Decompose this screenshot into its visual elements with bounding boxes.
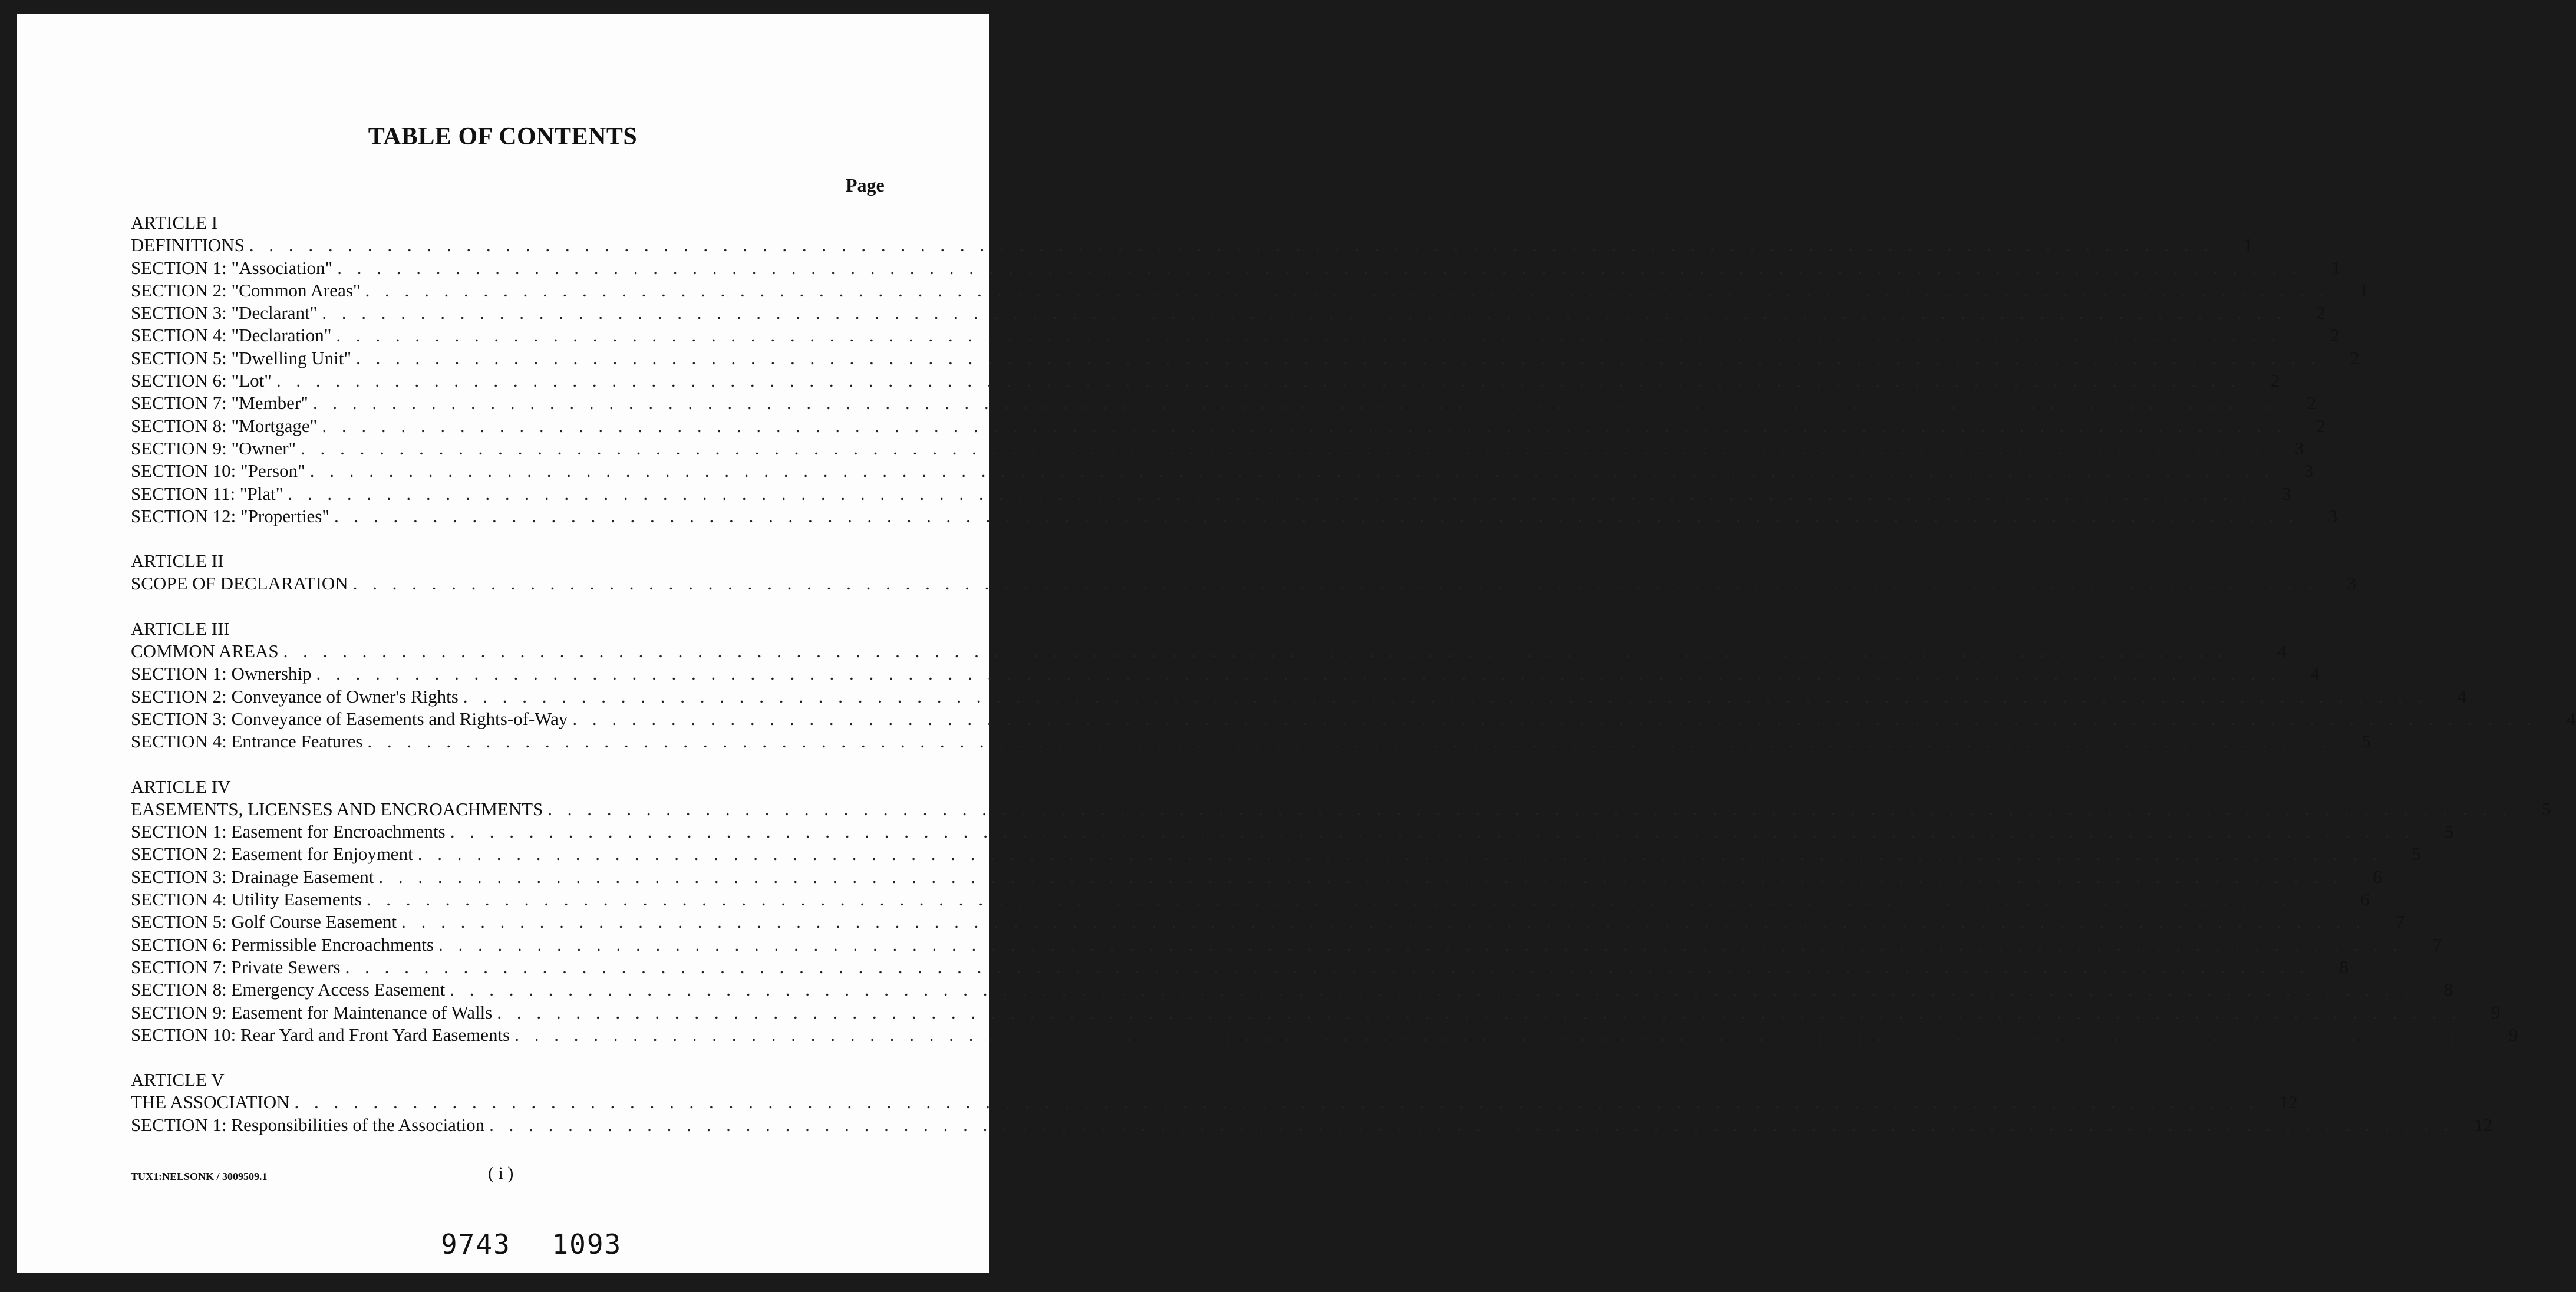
toc-entry-label: SECTION 1: "Association" xyxy=(131,257,333,278)
toc-entry-page: 3 xyxy=(2328,505,2338,526)
toc-entry-label: THE ASSOCIATION xyxy=(131,1092,290,1113)
toc-entry-label: SECTION 6: Permissible Encroachments xyxy=(131,934,434,955)
toc-entry xyxy=(131,956,2349,979)
toc-entry xyxy=(131,889,2370,911)
toc-entry-label: SECTION 4: "Declaration" xyxy=(131,325,332,346)
dot-leader: . . . . . . . . . . . . . . . . . . . . . . . . . . . . . . . . . . . . . . . . . . . . . . . . . . . . . . . . . . . . . . . . . . . . . . . . . . . . . . . . . . . . . . . . . . . . . . . . . . . . xyxy=(283,641,2248,662)
toc-entry-page: 3 xyxy=(2304,460,2313,482)
toc-entry-label: SECTION 12: "Properties" xyxy=(131,505,330,526)
toc-entry-label: SECTION 4: Entrance Features xyxy=(131,731,363,752)
dot-leader: . . . . . . . . . . . . . . . . . . . . . . . . . . . . . . . . . . . . . . . . . . . . . . . . . . . . . . . . . . . . . . . . . . . . . . . . . . . . . . . . . . . . . . . . . . . . . . . . . . . . xyxy=(288,483,2252,504)
dot-leader: . . . . . . . . . . . . . . . . . . . . . . . . . . . . . . . . . . . . . . . . . . . . . . . . . . . . . . . . . . . . . . . . . . . . . . . . . . . . . . . . . . . . . . . . . . . . . . . . . . . . xyxy=(572,708,2537,729)
toc-entry-page: 1 xyxy=(2359,279,2369,301)
toc-entry-label: SECTION 5: "Dwelling Unit" xyxy=(131,347,352,368)
toc-entry-page: 8 xyxy=(2443,979,2453,1000)
toc-entry xyxy=(131,257,2341,280)
toc-entry-page: 4 xyxy=(2277,641,2287,662)
toc-entry-page: 6 xyxy=(2360,889,2370,910)
toc-entry-label: SECTION 8: "Mortgage" xyxy=(131,415,318,436)
toc-entry-label: SECTION 7: Private Sewers xyxy=(131,956,341,977)
article-block xyxy=(131,1069,2493,1137)
toc-entry-label: EASEMENTS, LICENSES AND ENCROACHMENTS xyxy=(131,798,543,819)
toc-entry-page: 12 xyxy=(2279,1092,2298,1113)
toc-entry-page: 3 xyxy=(2347,573,2356,594)
toc-entry-page: 7 xyxy=(2395,911,2405,932)
toc-entry-label: SECTION 3: Drainage Easement xyxy=(131,866,374,887)
toc-entry-page: 2 xyxy=(2270,370,2280,391)
dot-leader: . . . . . . . . . . . . . . . . . . . . . . . . . . . . . . . . . . . . . . . . . . . . . . . . . . . . . . . . . . . . . . . . . . . . . . . . . . . . . . . . . . . . . . . . . . . . . . . . . . . . xyxy=(249,235,2214,256)
toc-entry-label: SECTION 9: "Owner" xyxy=(131,437,296,459)
toc-entry xyxy=(131,708,2576,731)
toc-entry xyxy=(131,483,2291,506)
toc-entry xyxy=(131,302,2326,325)
dot-leader: . . . . . . . . . . . . . . . . . . . . . . . . . . . . . . . . . . . . . . . . . . . . . . . . . . . . . . . . . . . . . . . . . . . . . . . . . . . . . . . . . . . . . . . . . . . . . . . . . . . . xyxy=(401,911,2366,932)
toc-entry-label: SECTION 4: Utility Easements xyxy=(131,889,362,910)
toc-entry xyxy=(131,279,2369,302)
bates-number: 9743 1093 xyxy=(441,1228,622,1260)
dot-leader: . . . . . . . . . . . . . . . . . . . . . . . . . . . . . . . . . . . . . . . . . . . . . . . . . . . . . . . . . . . . . . . . . . . . . . . . . . . . . . . . . . . . . . . . . . . . . . . . . . . . xyxy=(334,505,2299,526)
toc-entry-page: 5 xyxy=(2444,821,2453,842)
article-heading: ARTICLE III xyxy=(131,618,230,639)
dot-leader: . . . . . . . . . . . . . . . . . . . . . . . . . . . . . . . . . . . . . . . . . . . . . . . . . . . . . . . . . . . . . . . . . . . . . . . . . . . . . . . . . . . . . . . . . . . . . . . . . . . . xyxy=(316,663,2281,684)
toc-entry-label: SECTION 1: Easement for Encroachments xyxy=(131,821,446,842)
article-heading: ARTICLE V xyxy=(131,1069,225,1090)
toc-entry-label: SECTION 9: Easement for Maintenance of Walls xyxy=(131,1001,493,1023)
toc-entry-page: 2 xyxy=(2316,302,2326,324)
dot-leader: . . . . . . . . . . . . . . . . . . . . . . . . . . . . . . . . . . . . . . . . . . . . . . . . . . . . . . . . . . . . . . . . . . . . . . . . . . . . . . . . . . . . . . . . . . . . . . . . . . . . xyxy=(450,979,2415,1000)
toc-entry xyxy=(131,843,2421,866)
toc-entry-page: 8 xyxy=(2339,956,2349,977)
toc-entry xyxy=(131,866,2382,889)
article-heading: ARTICLE II xyxy=(131,551,224,572)
dot-leader: . . . . . . . . . . . . . . . . . . . . . . . . . . . . . . . . . . . . . . . . . . . . . . . . . . . . . . . . . . . . . . . . . . . . . . . . . . . . . . . . . . . . . . . . . . . . . . . . . . . . xyxy=(497,1001,2462,1023)
toc-entry-label: SECTION 6: "Lot" xyxy=(131,370,272,391)
toc-entry-label: SECTION 1: Ownership xyxy=(131,663,312,684)
dot-leader: . . . . . . . . . . . . . . . . . . . . . . . . . . . . . . . . . . . . . . . . . . . . . . . . . . . . . . . . . . . . . . . . . . . . . . . . . . . . . . . . . . . . . . . . . . . . . . . . . . . . xyxy=(367,731,2332,752)
toc-entry-page: 7 xyxy=(2432,934,2442,955)
toc-entry-page: 2 xyxy=(2316,415,2326,436)
article-block xyxy=(131,618,2576,754)
toc-entry xyxy=(131,437,2304,460)
dot-leader: . . . . . . . . . . . . . . . . . . . . . . . . . . . . . . . . . . . . . . . . . . . . . . . . . . . . . . . . . . . . . . . . . . . . . . . . . . . . . . . . . . . . . . . . . . . . . . . . . . . . xyxy=(345,956,2310,977)
article-block xyxy=(131,776,2551,1047)
dot-leader: . . . . . . . . . . . . . . . . . . . . . . . . . . . . . . . . . . . . . . . . . . . . . . . . . . . . . . . . . . . . . . . . . . . . . . . . . . . . . . . . . . . . . . . . . . . . . . . . . . . . xyxy=(276,370,2241,391)
toc-entry xyxy=(131,325,2340,347)
toc-entry-label: SECTION 7: "Member" xyxy=(131,393,308,414)
toc-entry-label: SECTION 1: Responsibilities of the Association xyxy=(131,1114,485,1135)
toc-entry xyxy=(131,573,2356,595)
toc-entry xyxy=(131,934,2442,957)
dot-leader: . . . . . . . . . . . . . . . . . . . . . . . . . . . . . . . . . . . . . . . . . . . . . . . . . . . . . . . . . . . . . . . . . . . . . . . . . . . . . . . . . . . . . . . . . . . . . . . . . . . . xyxy=(301,437,2265,459)
toc-entry xyxy=(131,821,2453,843)
toc-entry-label: COMMON AREAS xyxy=(131,641,279,662)
toc-entry xyxy=(131,1024,2518,1047)
toc-entry-page: 3 xyxy=(2294,437,2304,459)
toc-entry-page: 5 xyxy=(2542,798,2551,819)
toc-entry-label: SECTION 3: "Declarant" xyxy=(131,302,318,324)
toc-entry xyxy=(131,460,2313,483)
dot-leader: . . . . . . . . . . . . . . . . . . . . . . . . . . . . . . . . . . . . . . . . . . . . . . . . . . . . . . . . . . . . . . . . . . . . . . . . . . . . . . . . . . . . . . . . . . . . . . . . . . . . xyxy=(438,934,2403,955)
dot-leader: . . . . . . . . . . . . . . . . . . . . . . . . . . . . . . . . . . . . . . . . . . . . . . . . . . . . . . . . . . . . . . . . . . . . . . . . . . . . . . . . . . . . . . . . . . . . . . . . . . . . xyxy=(463,685,2428,707)
article-heading: ARTICLE IV xyxy=(131,776,231,797)
toc-entry-label: DEFINITIONS xyxy=(131,235,245,256)
toc-entry-page: 1 xyxy=(2331,257,2341,278)
toc-entry-page: 12 xyxy=(2474,1114,2493,1135)
toc-entry-label: SECTION 2: Conveyance of Owner's Rights xyxy=(131,685,459,707)
toc-entry xyxy=(131,685,2467,708)
dot-leader: . . . . . . . . . . . . . . . . . . . . . . . . . . . . . . . . . . . . . . . . . . . . . . . . . . . . . . . . . . . . . . . . . . . . . . . . . . . . . . . . . . . . . . . . . . . . . . . . . . . . xyxy=(336,325,2301,346)
toc-entry-label: SECTION 10: "Person" xyxy=(131,460,305,482)
toc-entry-page: 4 xyxy=(2310,663,2320,684)
toc-entry xyxy=(131,393,2317,415)
toc-entry-page: 2 xyxy=(2330,325,2340,346)
toc-entry xyxy=(131,505,2338,528)
toc-entry-page: 5 xyxy=(2361,731,2371,752)
toc-entry xyxy=(131,235,2253,257)
dot-leader: . . . . . . . . . . . . . . . . . . . . . . . . . . . . . . . . . . . . . . . . . . . . . . . . . . . . . . . . . . . . . . . . . . . . . . . . . . . . . . . . . . . . . . . . . . . . . . . . . . . . xyxy=(356,347,2321,368)
dot-leader: . . . . . . . . . . . . . . . . . . . . . . . . . . . . . . . . . . . . . . . . . . . . . . . . . . . . . . . . . . . . . . . . . . . . . . . . . . . . . . . . . . . . . . . . . . . . . . . . . . . . xyxy=(352,573,2317,594)
table-of-contents xyxy=(131,212,2576,1159)
dot-leader: . . . . . . . . . . . . . . . . . . . . . . . . . . . . . . . . . . . . . . . . . . . . . . . . . . . . . . . . . . . . . . . . . . . . . . . . . . . . . . . . . . . . . . . . . . . . . . . . . . . . xyxy=(337,257,2302,278)
toc-entry-page: 6 xyxy=(2373,866,2382,887)
toc-entry-label: SECTION 2: Easement for Enjoyment xyxy=(131,843,413,865)
toc-entry-label: SECTION 10: Rear Yard and Front Yard Easements xyxy=(131,1024,510,1045)
toc-entry xyxy=(131,641,2287,663)
toc-entry xyxy=(131,1092,2298,1114)
dot-leader: . . . . . . . . . . . . . . . . . . . . . . . . . . . . . . . . . . . . . . . . . . . . . . . . . . . . . . . . . . . . . . . . . . . . . . . . . . . . . . . . . . . . . . . . . . . . . . . . . . . . xyxy=(366,889,2331,910)
document-code: TUX1:NELSONK / 3009509.1 xyxy=(131,1171,268,1182)
toc-entry xyxy=(131,798,2551,821)
toc-entry xyxy=(131,663,2320,685)
toc-entry-label: SECTION 3: Conveyance of Easements and Rights-of-Way xyxy=(131,708,568,729)
toc-entry-page: 4 xyxy=(2567,708,2576,729)
toc-entry-label: SECTION 2: "Common Areas" xyxy=(131,279,361,301)
toc-entry xyxy=(131,347,2360,370)
toc-entry-page: 9 xyxy=(2491,1001,2501,1023)
toc-entry xyxy=(131,370,2280,393)
dot-leader: . . . . . . . . . . . . . . . . . . . . . . . . . . . . . . . . . . . . . . . . . . . . . . . . . . . . . . . . . . . . . . . . . . . . . . . . . . . . . . . . . . . . . . . . . . . . . . . . . . . . xyxy=(312,393,2278,414)
toc-entry-page: 2 xyxy=(2350,347,2360,368)
toc-entry-label: SECTION 11: "Plat" xyxy=(131,483,283,504)
toc-entry-page: 4 xyxy=(2457,685,2467,707)
dot-leader: . . . . . . . . . . . . . . . . . . . . . . . . . . . . . . . . . . . . . . . . . . . . . . . . . . . . . . . . . . . . . . . . . . . . . . . . . . . . . . . . . . . . . . . . . . . . . . . . . . . . xyxy=(365,279,2330,301)
dot-leader: . . . . . . . . . . . . . . . . . . . . . . . . . . . . . . . . . . . . . . . . . . . . . . . . . . . . . . . . . . . . . . . . . . . . . . . . . . . . . . . . . . . . . . . . . . . . . . . . . . . . xyxy=(450,821,2415,842)
page-title: TABLE OF CONTENTS xyxy=(368,123,638,150)
article-heading: ARTICLE I xyxy=(131,212,218,233)
dot-leader: . . . . . . . . . . . . . . . . . . . . . . . . . . . . . . . . . . . . . . . . . . . . . . . . . . . . . . . . . . . . . . . . . . . . . . . . . . . . . . . . . . . . . . . . . . . . . . . . . . . . xyxy=(547,798,2512,819)
toc-entry-label: SECTION 8: Emergency Access Easement xyxy=(131,979,446,1000)
dot-leader: . . . . . . . . . . . . . . . . . . . . . . . . . . . . . . . . . . . . . . . . . . . . . . . . . . . . . . . . . . . . . . . . . . . . . . . . . . . . . . . . . . . . . . . . . . . . . . . . . . . . xyxy=(417,843,2382,865)
dot-leader: . . . . . . . . . . . . . . . . . . . . . . . . . . . . . . . . . . . . . . . . . . . . . . . . . . . . . . . . . . . . . . . . . . . . . . . . . . . . . . . . . . . . . . . . . . . . . . . . . . . . xyxy=(322,302,2287,324)
toc-entry xyxy=(131,1001,2501,1024)
toc-entry-page: 3 xyxy=(2282,483,2291,504)
toc-entry xyxy=(131,979,2453,1001)
article-block xyxy=(131,212,2369,528)
toc-entry-page: 1 xyxy=(2243,235,2253,256)
toc-entry xyxy=(131,1114,2493,1137)
toc-entry-page: 2 xyxy=(2307,393,2317,414)
toc-entry xyxy=(131,415,2326,438)
dot-leader: . . . . . . . . . . . . . . . . . . . . . . . . . . . . . . . . . . . . . . . . . . . . . . . . . . . . . . . . . . . . . . . . . . . . . . . . . . . . . . . . . . . . . . . . . . . . . . . . . . . . xyxy=(322,415,2287,436)
dot-leader: . . . . . . . . . . . . . . . . . . . . . . . . . . . . . . . . . . . . . . . . . . . . . . . . . . . . . . . . . . . . . . . . . . . . . . . . . . . . . . . . . . . . . . . . . . . . . . . . . . . . xyxy=(489,1114,2454,1135)
toc-entry-page: 9 xyxy=(2508,1024,2518,1045)
toc-entry-label: SCOPE OF DECLARATION xyxy=(131,573,348,594)
dot-leader: . . . . . . . . . . . . . . . . . . . . . . . . . . . . . . . . . . . . . . . . . . . . . . . . . . . . . . . . . . . . . . . . . . . . . . . . . . . . . . . . . . . . . . . . . . . . . . . . . . . . xyxy=(378,866,2343,887)
toc-entry-page: 5 xyxy=(2412,843,2421,865)
toc-entry-label: SECTION 5: Golf Course Easement xyxy=(131,911,397,932)
toc-entry xyxy=(131,911,2405,934)
dot-leader: . . . . . . . . . . . . . . . . . . . . . . . . . . . . . . . . . . . . . . . . . . . . . . . . . . . . . . . . . . . . . . . . . . . . . . . . . . . . . . . . . . . . . . . . . . . . . . . . . . . . xyxy=(309,460,2274,482)
article-block xyxy=(131,551,2356,596)
toc-entry xyxy=(131,731,2371,753)
page-number: ( i ) xyxy=(488,1164,514,1183)
document-page xyxy=(17,14,2576,1273)
dot-leader: . . . . . . . . . . . . . . . . . . . . . . . . . . . . . . . . . . . . . . . . . . . . . . . . . . . . . . . . . . . . . . . . . . . . . . . . . . . . . . . . . . . . . . . . . . . . . . . . . . . . xyxy=(294,1092,2259,1113)
dot-leader: . . . . . . . . . . . . . . . . . . . . . . . . . . . . . . . . . . . . . . . . . . . . . . . . . . . . . . . . . . . . . . . . . . . . . . . . . . . . . . . . . . . . . . . . . . . . . . . . . . . . xyxy=(514,1024,2479,1045)
page-column-label: Page xyxy=(846,174,885,196)
